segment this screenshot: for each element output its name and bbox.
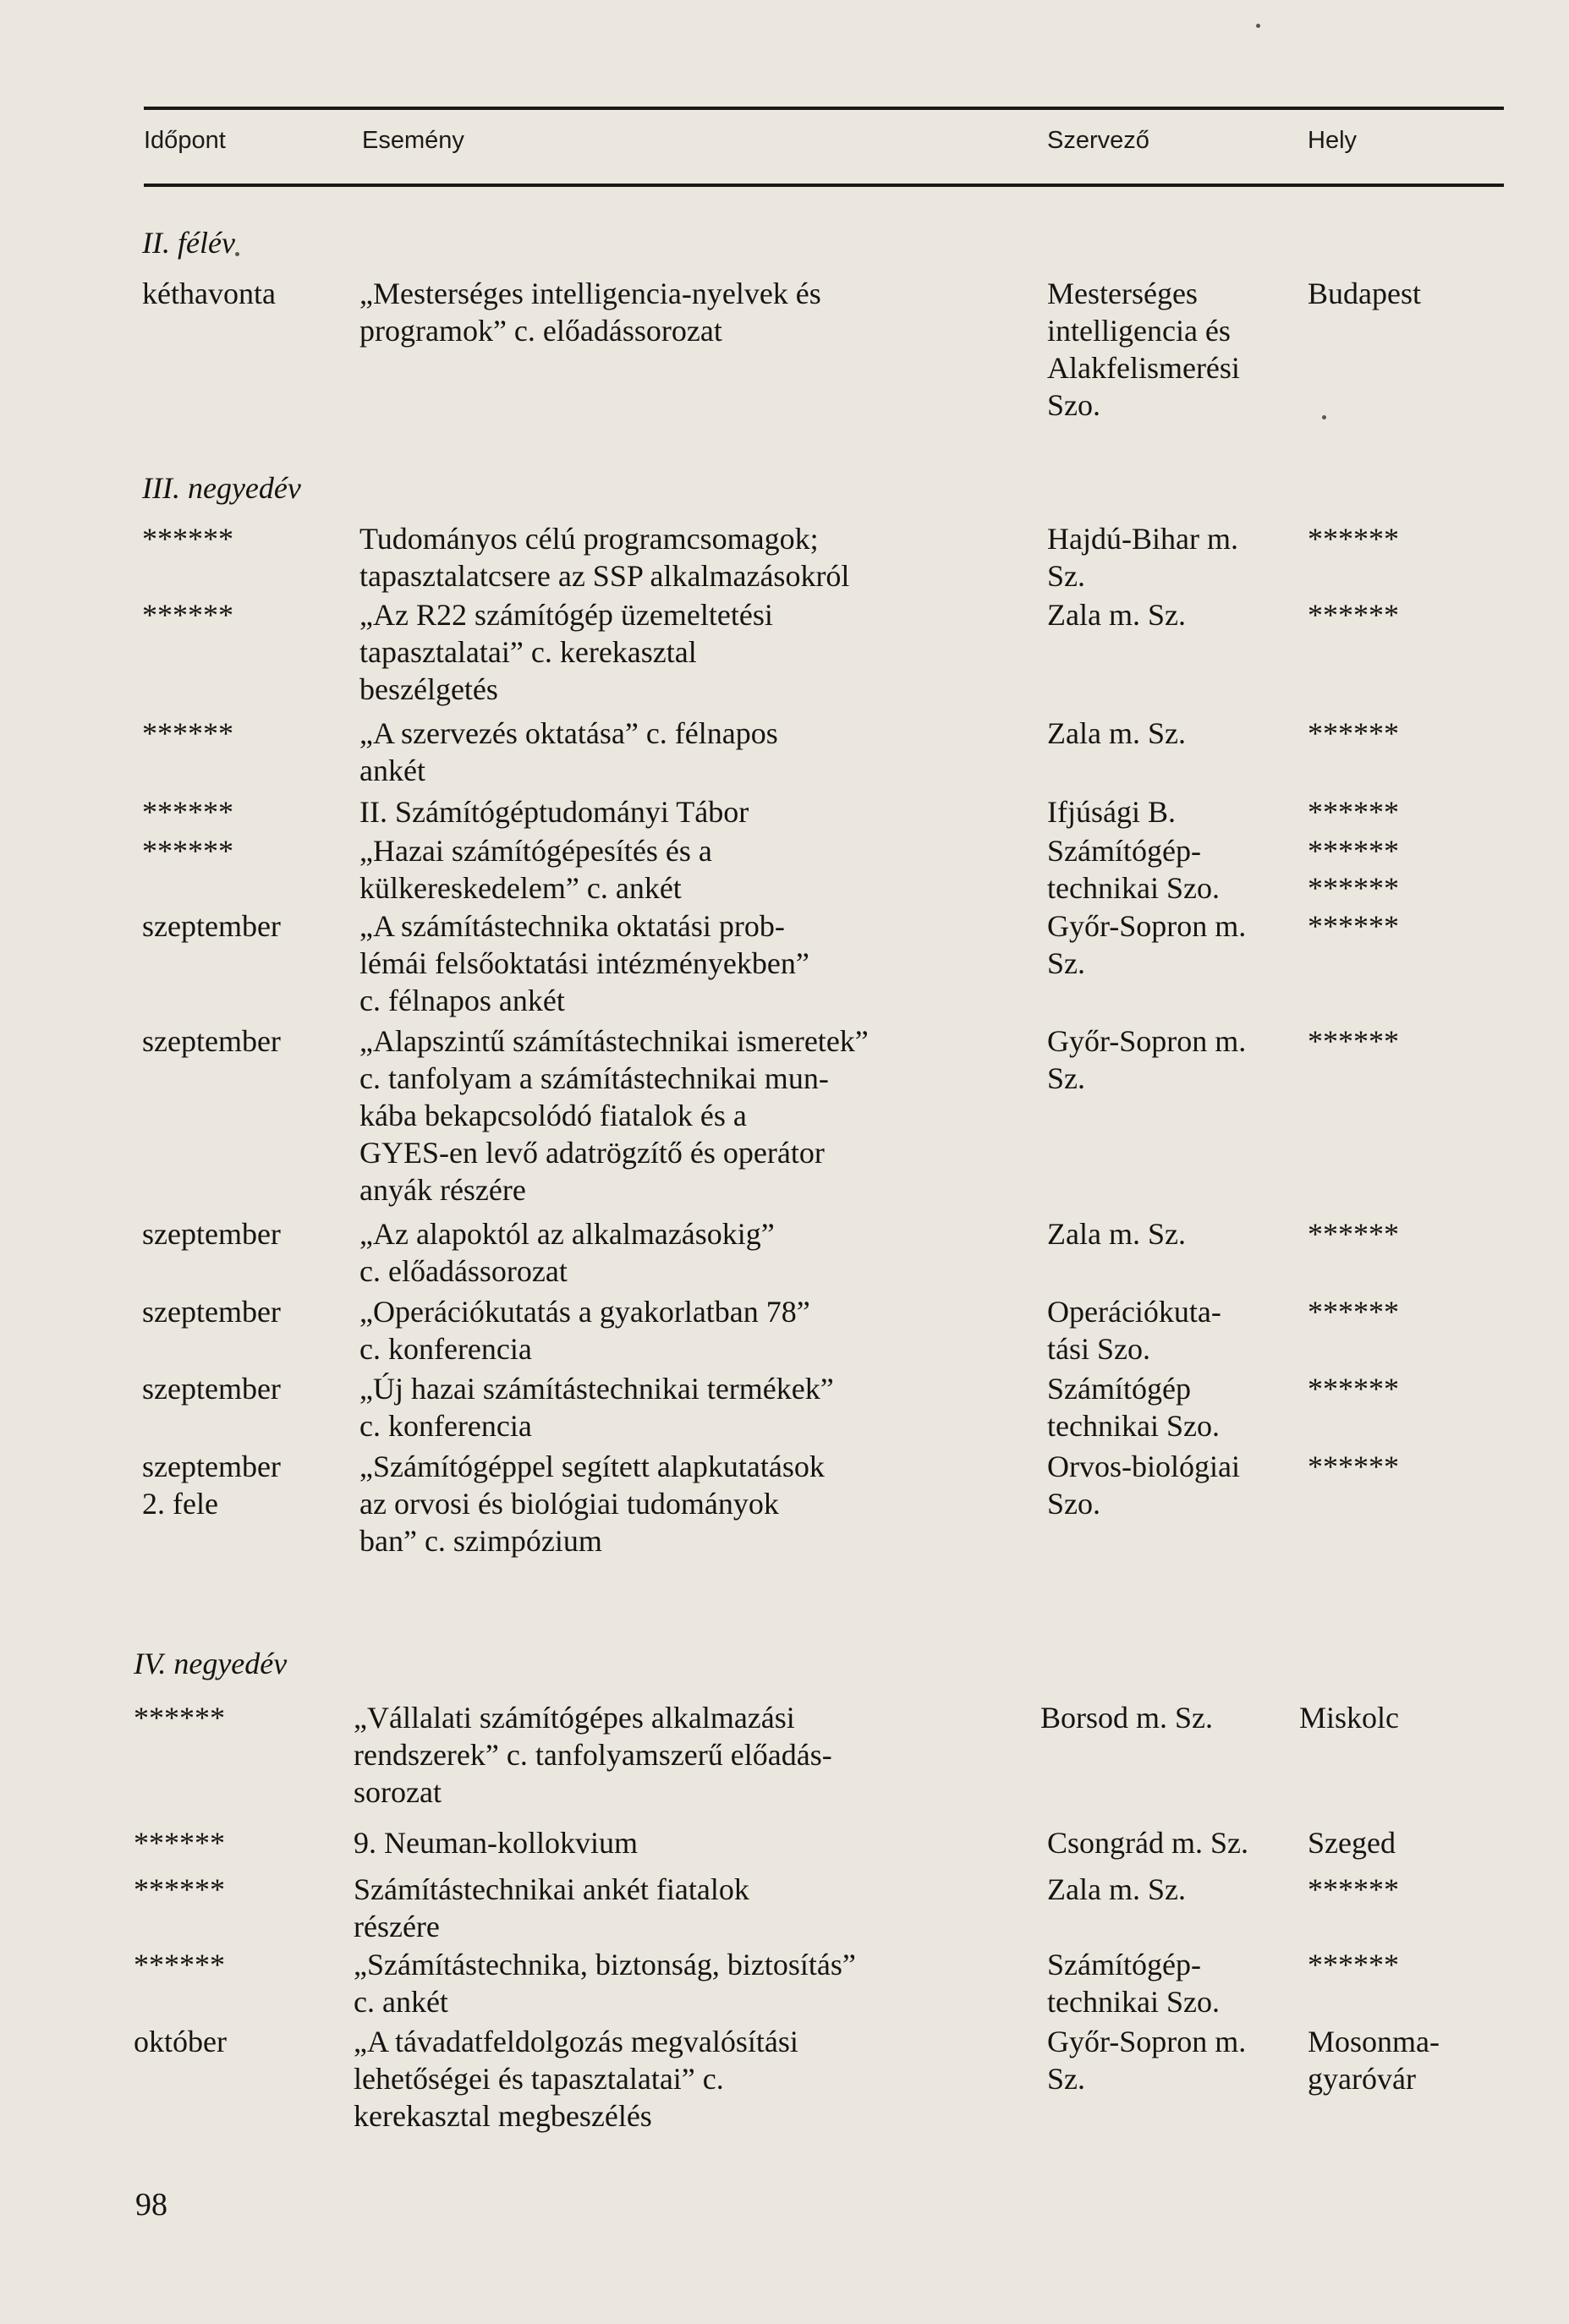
- cell-place: Mosonma- gyaróvár: [1308, 2025, 1440, 2096]
- column-header-event: Esemény: [362, 127, 464, 154]
- cell-organizer: Zala m. Sz.: [1047, 716, 1186, 750]
- cell-event: „Operációkutatás a gyakorlatban 78” c. konferencia: [359, 1295, 810, 1366]
- cell-event: „Új hazai számítástechnikai termékek” c. konferencia: [359, 1372, 834, 1443]
- section-heading: II. félév: [142, 226, 235, 260]
- print-speck: [235, 252, 239, 256]
- cell-place: ******: [1308, 1295, 1399, 1329]
- cell-organizer: Hajdú-Bihar m. Sz.: [1047, 522, 1238, 593]
- cell-date: ******: [142, 716, 233, 750]
- cell-event: „Az alapoktól az alkalmazásokig” c. előadássorozat: [359, 1217, 775, 1288]
- cell-organizer: Győr-Sopron m. Sz.: [1047, 2025, 1247, 2096]
- cell-organizer: Zala m. Sz.: [1047, 1872, 1186, 1906]
- cell-place: Szeged: [1308, 1826, 1396, 1860]
- header-rule: [144, 184, 1504, 187]
- cell-place: Miskolc: [1299, 1701, 1400, 1735]
- cell-organizer: Ifjúsági B.: [1047, 795, 1176, 829]
- cell-event: „Vállalati számítógépes alkalmazási rendszerek” c. tanfolyamszerű előadás- sorozat: [354, 1701, 832, 1809]
- cell-date: kéthavonta: [142, 277, 276, 310]
- cell-place: ****** ******: [1308, 834, 1399, 905]
- cell-place: ******: [1308, 795, 1399, 829]
- column-header-place: Hely: [1308, 127, 1358, 154]
- cell-event: „Mesterséges intelligencia-nyelvek és programok” c. előadássorozat: [359, 277, 821, 348]
- cell-place: ******: [1308, 1450, 1399, 1483]
- cell-date: szeptember 2. fele: [142, 1450, 281, 1521]
- column-header-date: Időpont: [144, 127, 226, 154]
- cell-organizer: Mesterséges intelligencia és Alakfelismerési Szo.: [1047, 277, 1240, 422]
- cell-date: ******: [142, 834, 233, 868]
- column-header-organizer: Szervező: [1047, 127, 1149, 154]
- cell-date: ******: [134, 1872, 225, 1906]
- cell-event: „Alapszintű számítástechnikai ismeretek” c. tanfolyam a számítástechnikai mun- kába bekapcsolódó fiatalok és a GYES-en levő adatrögzítő és operátor anyák részére: [359, 1024, 869, 1207]
- cell-event: 9. Neuman-kollokvium: [354, 1826, 638, 1860]
- cell-date: ******: [142, 795, 233, 829]
- cell-place: ******: [1308, 1872, 1399, 1906]
- cell-event: „A távadatfeldolgozás megvalósítási lehetőségei és tapasztalatai” c. kerekasztal megbeszélés: [354, 2025, 798, 2133]
- section-heading: IV. negyedév: [134, 1647, 288, 1680]
- cell-event: II. Számítógéptudományi Tábor: [359, 795, 749, 829]
- cell-organizer: Zala m. Sz.: [1047, 1217, 1186, 1251]
- cell-event: „A szervezés oktatása” c. félnapos ankét: [359, 716, 778, 787]
- cell-date: szeptember: [142, 1024, 281, 1058]
- cell-date: ******: [134, 1948, 225, 1981]
- cell-date: október: [134, 2025, 227, 2058]
- top-rule: [144, 107, 1504, 110]
- cell-place: ******: [1308, 1372, 1399, 1406]
- cell-event: Tudományos célú programcsomagok; tapasztalatcsere az SSP alkalmazásokról: [359, 522, 850, 593]
- print-speck: [1322, 415, 1326, 419]
- cell-event: „Számítógéppel segített alapkutatások az orvosi és biológiai tudományok ban” c. szimpózium: [359, 1450, 825, 1558]
- cell-event: „Számítástechnika, biztonság, biztosítás” c. ankét: [354, 1948, 856, 2019]
- cell-event: „Az R22 számítógép üzemeltetési tapasztalatai” c. kerekasztal beszélgetés: [359, 598, 773, 706]
- cell-place: ******: [1308, 522, 1399, 556]
- cell-organizer: Operációkuta- tási Szo.: [1047, 1295, 1221, 1366]
- cell-organizer: Győr-Sopron m. Sz.: [1047, 1024, 1247, 1095]
- cell-place: ******: [1308, 716, 1399, 750]
- page-number: 98: [135, 2187, 167, 2223]
- cell-organizer: Számítógép- technikai Szo.: [1047, 834, 1220, 905]
- cell-organizer: Csongrád m. Sz.: [1047, 1826, 1248, 1860]
- cell-organizer: Zala m. Sz.: [1047, 598, 1186, 632]
- section-heading: III. negyedév: [142, 471, 301, 505]
- cell-date: ******: [134, 1701, 225, 1735]
- cell-date: szeptember: [142, 1295, 281, 1329]
- cell-event: „Hazai számítógépesítés és a külkereskedelem” c. ankét: [359, 834, 712, 905]
- cell-place: ******: [1308, 598, 1399, 632]
- cell-date: szeptember: [142, 1372, 281, 1406]
- cell-date: ******: [142, 522, 233, 556]
- cell-date: ******: [142, 598, 233, 632]
- cell-place: ******: [1308, 1217, 1399, 1251]
- cell-date: ******: [134, 1826, 225, 1860]
- cell-event: Számítástechnikai ankét fiatalok részére: [354, 1872, 749, 1943]
- cell-organizer: Számítógép technikai Szo.: [1047, 1372, 1220, 1443]
- cell-event: „A számítástechnika oktatási prob- lémái felsőoktatási intézményekben” c. félnapos ankét: [359, 909, 809, 1017]
- cell-place: ******: [1308, 909, 1399, 943]
- cell-place: ******: [1308, 1948, 1399, 1981]
- cell-date: szeptember: [142, 909, 281, 943]
- cell-place: ******: [1308, 1024, 1399, 1058]
- cell-place: Budapest: [1308, 277, 1421, 310]
- cell-organizer: Orvos-biológiai Szo.: [1047, 1450, 1240, 1521]
- cell-date: szeptember: [142, 1217, 281, 1251]
- print-speck: [1256, 24, 1260, 28]
- cell-organizer: Győr-Sopron m. Sz.: [1047, 909, 1247, 980]
- cell-organizer: Számítógép- technikai Szo.: [1047, 1948, 1220, 2019]
- cell-organizer: Borsod m. Sz.: [1040, 1701, 1214, 1735]
